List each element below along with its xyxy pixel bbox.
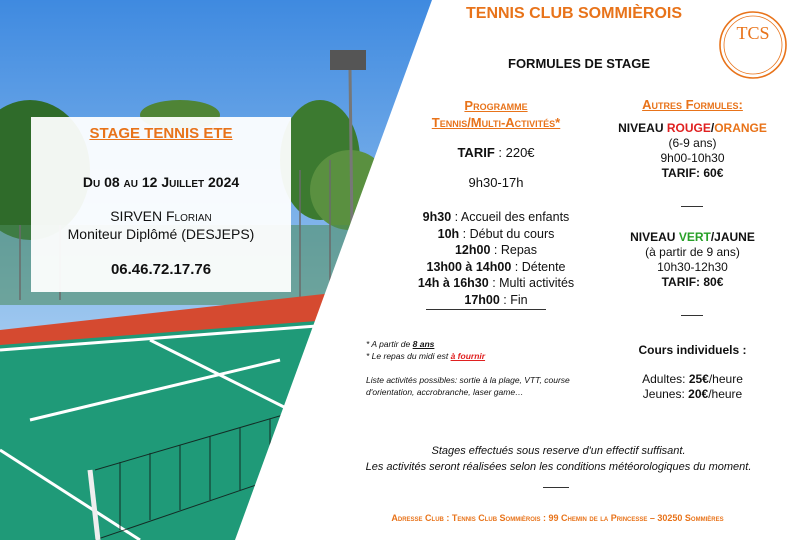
separator	[426, 309, 546, 310]
instructor-qualification: Moniteur Diplômé (DESJEPS)	[67, 226, 255, 242]
note-repas: * Le repas du midi est à fournir	[366, 351, 486, 361]
stage-info-box	[31, 117, 291, 292]
niveau-rouge-orange: NIVEAU ROUGE/ORANGE (6-9 ans) 9h00-10h30 TARIF: 60€	[618, 121, 767, 180]
price-jeunes: Jeunes: 20€/heure	[642, 387, 743, 401]
note-activities: Liste activités possibles: sortie à la plage, VTT, course d'orientation, accrobranche, laser game…	[366, 375, 570, 397]
price-adultes: Adultes: 25€/heure	[642, 372, 743, 386]
tarif-label: TARIF	[457, 145, 495, 160]
stage-title: STAGE TENNIS ETE	[89, 125, 233, 142]
phone-number: 06.46.72.17.76	[110, 261, 212, 278]
schedule-list	[366, 209, 626, 308]
footer-line2: Les activités seront réalisées selon les conditions météorologiques du moment.	[365, 461, 752, 473]
separator	[543, 487, 569, 488]
schedule-item: 17h00 : Fin	[464, 292, 528, 307]
tarif-value: : 220€	[498, 145, 535, 160]
footer-line1: Stages effectués sous reserve d'un effectif suffisant.	[431, 445, 686, 457]
schedule-item: 10h : Début du cours	[437, 226, 555, 241]
separator	[681, 315, 703, 316]
individual-prices	[600, 372, 785, 402]
note-age: * A partir de 8 ans	[366, 339, 435, 349]
separator	[681, 206, 703, 207]
schedule-item: 14h à 16h30 : Multi activités	[417, 276, 575, 290]
notes	[366, 338, 596, 398]
cours-individuels-heading: Cours individuels :	[638, 343, 747, 357]
page-subtitle: FORMULES DE STAGE	[508, 56, 651, 71]
programme-tarif	[366, 145, 626, 160]
stage-dates: Du 08 au 12 Juillet 2024	[82, 174, 240, 190]
schedule-item: 12h00 : Repas	[454, 243, 537, 257]
niveau-vert-jaune: NIVEAU VERT/JAUNE (à partir de 9 ans) 10h30-12h30 TARIF: 80€	[630, 230, 755, 289]
programme-heading	[366, 97, 626, 131]
instructor-name: SIRVEN Florian	[110, 208, 212, 224]
programme-hours: 9h30-17h	[468, 175, 524, 190]
schedule-item: 9h30 : Accueil des enfants	[422, 210, 570, 224]
footer-notes	[320, 443, 797, 475]
tcs-logo-icon	[716, 8, 790, 82]
autres-formules-heading: Autres Formules:	[642, 97, 743, 112]
svg-text:TCS: TCS	[736, 23, 770, 43]
club-title: TENNIS CLUB SOMMIÈROIS	[466, 5, 683, 22]
schedule-item: 13h00 à 14h00 : Détente	[426, 259, 566, 274]
programme-heading-line2: Tennis/Multi-Activités*	[431, 115, 561, 130]
programme-heading-line1: Programme	[464, 98, 528, 113]
club-address: Adresse Club : Tennis Club Sommièrois : 99 Chemin de la Princesse – 30250 Sommières	[391, 513, 724, 523]
